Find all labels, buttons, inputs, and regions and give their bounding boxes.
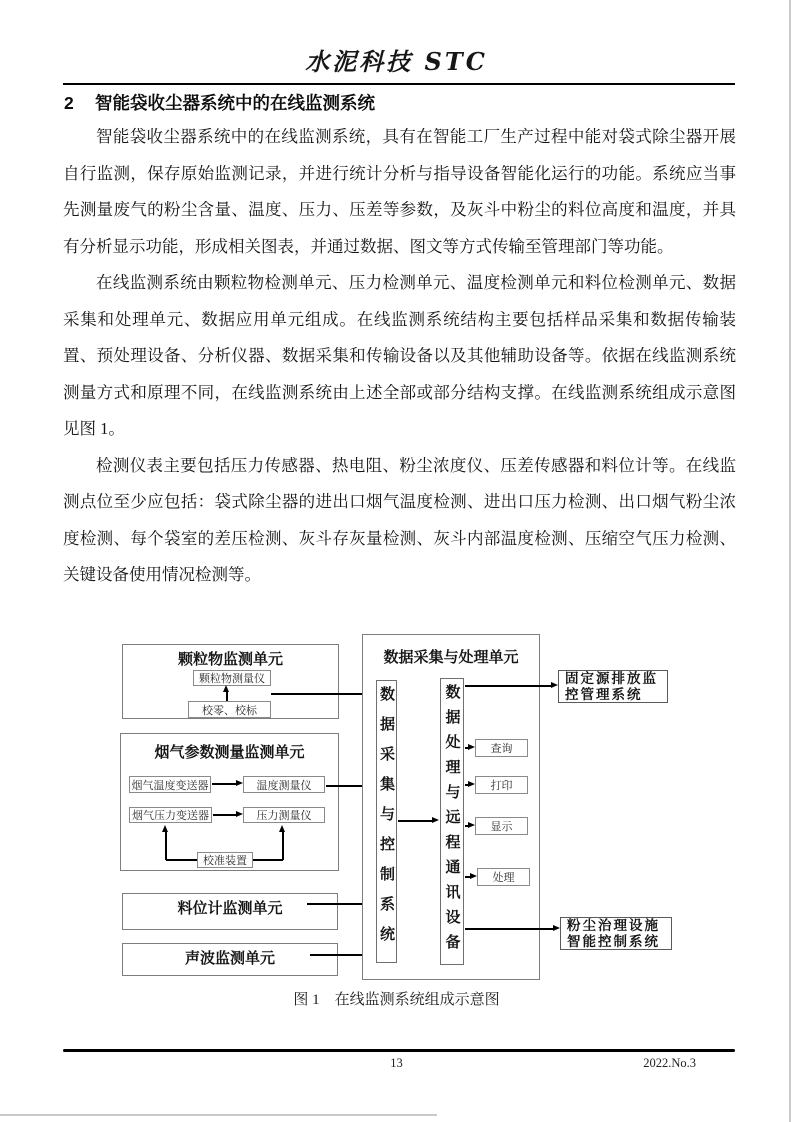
daq-control-system-box	[376, 680, 397, 963]
arrow-head-calibration-to-meter	[223, 685, 229, 692]
issue-label: 2022.No.3	[643, 1056, 696, 1070]
calib-left-vline	[165, 831, 167, 860]
section-heading	[64, 90, 736, 115]
particulate-meter-box: 颗粒物测量仪	[193, 670, 271, 686]
arrow-head-calib-left	[162, 825, 168, 832]
arrow-line-calibration-to-meter	[226, 691, 228, 701]
fixed-source-line2: 控管理系统	[565, 686, 643, 702]
calibration-device-box: 校准装置	[197, 852, 253, 868]
unit-processing-title: 数据采集与处理单元	[383, 649, 519, 666]
fixed-source-line1: 固定源排放监	[565, 670, 658, 686]
function-query-box: 查询	[475, 739, 528, 757]
arrow-head-query	[468, 744, 475, 750]
arrow-line-temp	[212, 783, 237, 785]
calib-right-hline	[253, 859, 283, 861]
dust-control-system-box	[560, 917, 672, 950]
arrow-head-calib-right	[279, 825, 285, 832]
function-print-box: 打印	[475, 776, 528, 794]
arrow-head-daq-to-processing	[432, 817, 439, 823]
unit-level-title: 料位计监测单元	[177, 900, 283, 917]
data-processing-device-label: 数据处理与远程通讯设备	[443, 684, 461, 959]
header-rule	[63, 83, 735, 85]
paragraph-2: 在线监测系统由颗粒物检测单元、压力检测单元、温度检测单元和料位检测单元、数据采集和处理单元、数据应用单元组成。在线监测系统结构主要包括样品采集和数据传输装置、预处理设备、分析仪器、数据采集和传输设备以及其他辅助设备等。依据在线监测系统测量方式和原理不同，在线监测系统由上述全部或部分结构支撑。在线监测系统组成示意图见图 1。	[63, 273, 736, 438]
flue-temp-transmitter-box: 烟气温度变送器	[129, 776, 211, 793]
zero-span-calibration-box: 校零、校标	[188, 701, 271, 718]
arrow-line-daq-to-processing	[398, 820, 434, 822]
arrow-line-to-fixed-source	[465, 685, 553, 687]
arrow-head-display	[468, 822, 475, 828]
page-number: 13	[390, 1056, 403, 1070]
arrow-head-to-fixed-source	[551, 682, 558, 688]
pressure-meter-box: 压力测量仪	[243, 807, 325, 823]
unit-flue-title: 烟气参数测量监测单元	[154, 744, 305, 761]
fixed-source-system-box	[558, 670, 668, 703]
daq-control-system-label: 数据采集与控制系统	[378, 686, 395, 956]
section-title: 智能袋收尘器系统中的在线监测系统	[95, 93, 375, 113]
paragraph-3: 检测仪表主要包括压力传感器、热电阻、粉尘浓度仪、压差传感器和料位计等。在线监测点位至少应包括：袋式除尘器的进出口烟气温度检测、进出口压力检测、出口烟气粉尘浓度检测、每个袋室的差压检测、灰斗存灰量检测、灰斗内部温度检测、压缩空气压力检测、关键设备使用情况检测等。	[63, 455, 736, 584]
arrow-line-to-dust-control	[465, 928, 555, 930]
journal-title: 水泥科技 STC	[305, 47, 488, 76]
arrow-line-pressure	[213, 814, 237, 816]
unit-acoustic-title: 声波监测单元	[184, 950, 275, 967]
scan-artifact-bottom	[0, 1114, 437, 1116]
dust-control-line1: 粉尘治理设施	[567, 917, 660, 933]
dust-control-line2: 智能控制系统	[567, 933, 660, 949]
function-display-box: 显示	[475, 817, 528, 835]
figure-caption: 图 1 在线监测系统组成示意图	[293, 992, 500, 1008]
unit-particulate-title: 颗粒物监测单元	[177, 651, 283, 668]
temp-meter-box: 温度测量仪	[243, 776, 325, 793]
scan-artifact-right	[789, 0, 791, 1122]
arrow-head-to-dust-control	[553, 925, 560, 931]
calib-left-hline	[166, 859, 197, 861]
arrow-head-pressure	[236, 811, 243, 817]
footer-rule	[63, 1049, 735, 1052]
flue-pressure-transmitter-box: 烟气压力变送器	[129, 807, 212, 823]
function-process-box: 处理	[477, 868, 530, 886]
arrow-head-temp	[236, 780, 243, 786]
calib-right-vline	[282, 831, 284, 860]
article-body	[63, 119, 736, 594]
arrow-head-process	[470, 873, 477, 879]
section-number: 2	[64, 93, 74, 113]
data-processing-device-box	[440, 678, 464, 965]
paragraph-1: 智能袋收尘器系统中的在线监测系统，具有在智能工厂生产过程中能对袋式除尘器开展自行监测，保存原始监测记录，并进行统计分析与指导设备智能化运行的功能。系统应当事先测量废气的粉尘含量、温度、压力、压差等参数，及灰斗中粉尘的料位高度和温度，并具有分析显示功能，形成相关图表，并通过数据、图文等方式传输至管理部门等功能。	[63, 127, 736, 256]
arrow-line-particulate-to-daq	[271, 693, 371, 695]
arrow-head-print	[468, 781, 475, 787]
